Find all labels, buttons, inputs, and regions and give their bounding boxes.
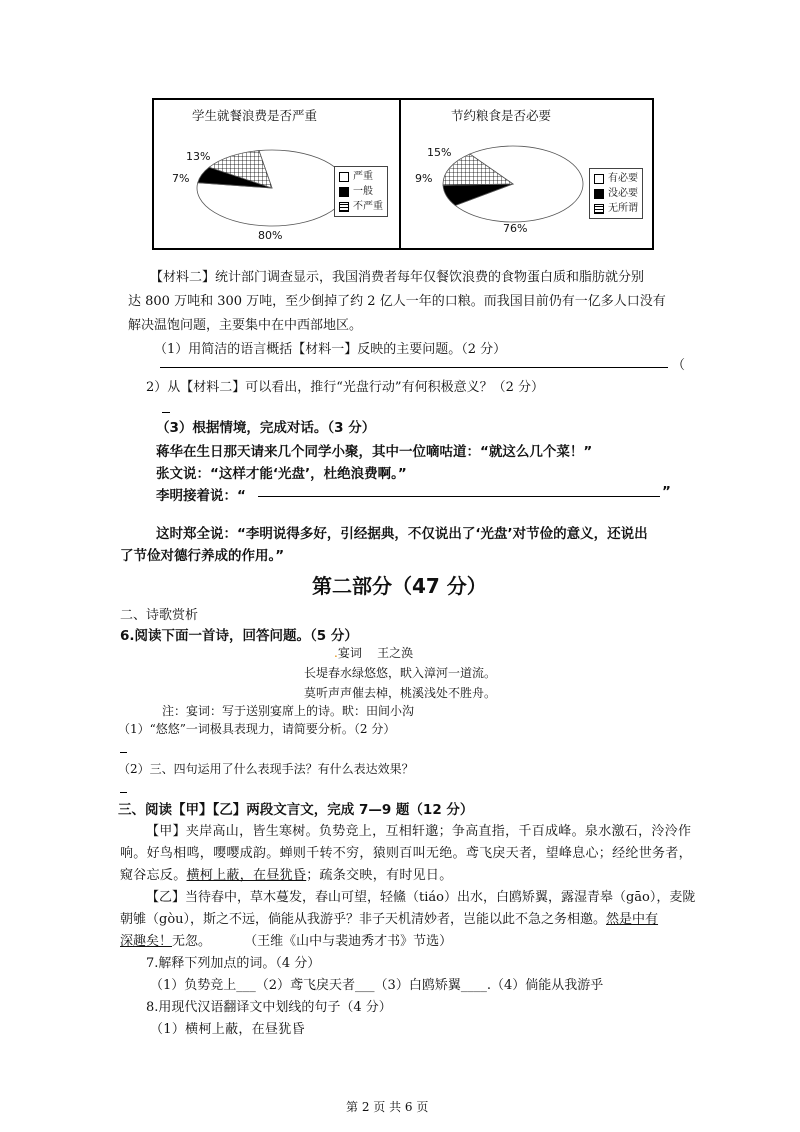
legend-label: 严重 [353, 171, 373, 182]
chart-legend [334, 166, 388, 217]
underlined-sentence: 然是中有 [606, 912, 659, 927]
pie-slices [443, 146, 583, 222]
poem-marker: . [334, 646, 338, 660]
legend-swatch [339, 187, 349, 197]
poem-note: 注：宴词：写于送别宴席上的诗。畎：田间小沟 [162, 704, 415, 718]
question-3-title: （3）根据情境，完成对话。（3 分） [156, 420, 376, 436]
legend-swatch [594, 204, 604, 214]
chart-title: 节约粮食是否必要 [451, 108, 552, 123]
chart-title: 学生就餐浪费是否严重 [192, 108, 318, 123]
slice-label: 9% [415, 172, 433, 185]
question-6: 6.阅读下面一首诗，回答问题。（5 分） [120, 628, 358, 644]
legend-label: 有必要 [608, 173, 638, 184]
question-1: （1）用简洁的语言概括【材料一】反映的主要问题。（2 分） [154, 342, 507, 357]
yi-line-2 [120, 908, 658, 927]
dialogue-line-2: 张文说：“这样才能‘光盘’，杜绝浪费啊。” [156, 466, 407, 482]
slice-label: 80% [258, 229, 283, 242]
jia-line-2: 响。好鸟相鸣，嘤嘤成韵。蝉则千转不穷，猿则百叫无绝。鸢飞戾天者，望峰息心；经纶世务者， [120, 846, 692, 861]
material2-line3: 解决温饱问题，主要集中在中西部地区。 [128, 318, 363, 333]
answer-line[interactable] [160, 367, 668, 368]
poem-line-2: 莫听声声催去棹，桃溪浅处不胜舟。 [304, 686, 497, 700]
chart-waste-severity [152, 98, 401, 250]
underlined-sentence: 横柯上蔽，在昼犹昏 [186, 868, 307, 883]
part2-heading: 第二部分（47 分） [312, 574, 487, 598]
yi-line-3 [120, 930, 452, 949]
legend-label: 无所谓 [608, 203, 638, 214]
legend-label: 一般 [353, 186, 373, 197]
poem-line-1: 长堤春水绿悠悠，畎入漳河一道流。 [304, 666, 497, 680]
dialogue-answer-line[interactable] [258, 496, 660, 497]
chart-legend [589, 168, 643, 219]
section-poetry: 二、诗歌赏析 [120, 608, 199, 623]
legend-label: 没必要 [608, 188, 638, 199]
pie-slices [197, 150, 347, 226]
poetry-sub-2: （2）三、四句运用了什么表现手法？有什么表达效果？ [118, 762, 414, 776]
dialogue-line-3-end: ” [662, 484, 671, 500]
chart-saving-necessity [399, 98, 654, 250]
slice-label: 13% [186, 150, 211, 163]
legend-swatch [594, 189, 604, 199]
dialogue-line-3: 李明接着说：“ [156, 488, 246, 504]
jia-line-1: 【甲】夹岸高山，皆生寒树。负势竞上，互相轩邈；争高直指，千百成峰。泉水激石，泠泠作 [146, 824, 692, 839]
question-7-items: （1）负势竞上___（2）鸢飞戾天者___（3）白鸥矫翼____.（4）倘能从我游乎 [150, 978, 604, 993]
dialogue-line-1: 蒋华在生日那天请来几个同学小聚，其中一位嘀咕道：“就这么几个菜！” [156, 444, 593, 460]
section-classical: 三、阅读【甲】【乙】两段文言文，完成 7—9 题（12 分） [118, 802, 474, 818]
slice-label: 76% [503, 222, 528, 235]
legend-label: 不严重 [353, 201, 383, 212]
jia-line-3-pre: 窥谷忘反。 [120, 868, 187, 883]
legend-swatch [339, 202, 349, 212]
answer-line[interactable] [162, 412, 170, 413]
yi-line-3-post: 无忽。 （王维《山中与裴迪秀才书》节选） [172, 934, 453, 949]
legend-swatch [594, 174, 604, 184]
question-1-tail: （ [672, 358, 686, 373]
poem-title: 宴词 [337, 646, 362, 660]
yi-line-2-pre: 朝雊（gòu），斯之不远，倘能从我游乎？非子天机清妙者，岂能以此不急之务相邀。 [120, 912, 607, 927]
material2-line1: 【材料二】统计部门调查显示，我国消费者每年仅餐饮浪费的食物蛋白质和脂肪就分别 [150, 270, 645, 285]
question-7: 7.解释下列加点的词。（4 分） [146, 956, 321, 971]
slice-label: 15% [427, 146, 452, 159]
question-2: 2）从【材料二】可以看出，推行“光盘行动”有何积极意义？（2 分） [146, 380, 544, 395]
answer-line[interactable] [120, 792, 127, 793]
answer-line[interactable] [120, 752, 127, 753]
jia-line-3 [120, 864, 453, 883]
question-8-item-1: （1）横柯上蔽，在昼犹昏 [150, 1022, 305, 1037]
slice-label: 7% [172, 172, 190, 185]
poem-author: 王之涣 [377, 646, 414, 660]
poetry-sub-1: （1）“悠悠”一词极具表现力，请简要分析。（2 分） [118, 722, 396, 736]
material2-line2: 达 800 万吨和 300 万吨，至少倒掉了约 2 亿人一年的口粮。而我国目前仍有一亿多人口没有 [128, 294, 666, 309]
page-footer: 第 2 页 共 6 页 [346, 1100, 429, 1114]
dialogue-line-4a: 这时郑全说：“李明说得多好，引经据典，不仅说出了‘光盘’对节俭的意义，还说出 [156, 526, 648, 542]
dialogue-line-4b: 了节俭对德行养成的作用。” [120, 548, 285, 564]
question-8: 8.用现代汉语翻译文中划线的句子（4 分） [146, 1000, 392, 1015]
underlined-sentence: 深趣矣！ [120, 934, 173, 949]
poem-header [334, 644, 413, 661]
legend-swatch [339, 172, 349, 182]
yi-line-1: 【乙】当待春中，草木蔓发，春山可望，轻鯈（tiáo）出水，白鸥矫翼，露湿青皋（gāo），麦陇 [146, 890, 696, 905]
jia-line-3-post: ；疏条交映，有时见日。 [306, 868, 453, 883]
